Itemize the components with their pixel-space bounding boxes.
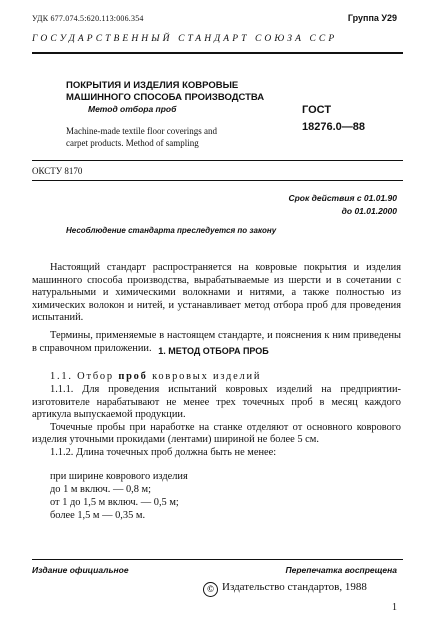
reprint-prohibited: Перепечатка воспрещена: [285, 565, 397, 575]
document-subtitle: Метод отбора проб: [88, 104, 177, 114]
document-title-2: [66, 92, 264, 104]
footer-rule: [32, 559, 403, 560]
intro-paragraph-1: Настоящий стандарт распространяется на ковровые покрытия и изделия машинного способа производства, вырабатываемые из шерсти и в сочетании с натуральными и химическими волокнами и нитями, а также полностью из химических волокон и нитей, и устанавливает метод отбора проб для проведения испытаний.: [32, 262, 401, 324]
subsection-suffix: ковровых изделий: [152, 371, 262, 382]
validity-period: [288, 192, 397, 218]
header-rule: [32, 52, 403, 54]
subsection-heading: [50, 371, 261, 382]
title-line-1: ПОКРЫТИЯ И ИЗДЕЛИЯ КОВРОВЫЕ: [66, 80, 239, 91]
english-title-line-1: Machine-made textile floor coverings and: [66, 126, 217, 136]
length-list: [50, 470, 188, 522]
english-title-line-2: carpet products. Method of sampling: [66, 138, 199, 148]
intro-paragraph-2: Термины, применяемые в настоящем стандарте, и пояснения к ним приведены в справочном приложении.: [32, 329, 401, 354]
subsection-bold: проб: [118, 371, 148, 382]
list-item: до 1 м включ. — 0,8 м;: [50, 484, 152, 495]
title-line-2: МАШИННОГО СПОСОБА ПРОИЗВОДСТВА: [66, 92, 265, 103]
legal-notice: Несоблюдение стандарта преследуется по закону: [66, 226, 277, 235]
list-item: от 1 до 1,5 м включ. — 0,5 м;: [50, 497, 179, 508]
okstu-code: ОКСТУ 8170: [32, 166, 83, 176]
subsection-prefix: 1.1. Отбор: [50, 371, 114, 382]
validity-from: Срок действия с 01.01.90: [288, 193, 397, 203]
copyright: [203, 581, 367, 597]
list-item: при ширине коврового изделия: [50, 471, 188, 482]
intro-section: [32, 262, 401, 355]
section-title: 1. МЕТОД ОТБОРА ПРОБ: [158, 346, 269, 356]
paragraph-1-1-2: 1.1.2. Длина точечных проб должна быть не менее:: [50, 446, 277, 458]
list-item: более 1,5 м — 0,35 м.: [50, 510, 146, 521]
english-title: [66, 125, 217, 149]
document-title: [66, 80, 238, 92]
gost-label: ГОСТ: [302, 104, 332, 116]
udk-code: УДК 677.074.5:620.113:006.354: [32, 14, 144, 23]
group-code: Группа У29: [347, 13, 397, 23]
page-number: 1: [392, 602, 397, 613]
section-body: [32, 384, 401, 460]
copyright-icon: ©: [203, 582, 218, 597]
okstu-rule: [32, 180, 403, 181]
title-rule: [32, 160, 403, 161]
copyright-text: Издательство стандартов, 1988: [222, 581, 367, 593]
official-edition: Издание официальное: [32, 565, 129, 575]
state-standard-heading: ГОСУДАРСТВЕННЫЙ СТАНДАРТ СОЮЗА ССР: [32, 34, 338, 44]
gost-number: 18276.0—88: [302, 121, 365, 133]
validity-to: до 01.01.2000: [341, 206, 397, 216]
paragraph-1-1-1-b: Точечные пробы при наработке на станке отделяют от основного коврового изделия уточными прокидами (лентами) шириной не более 5 см.: [32, 421, 401, 446]
paragraph-1-1-1: 1.1.1. Для проведения испытаний ковровых изделий на предприятии-изготовителе нарабатывают не менее трех точечных проб в месяц каждого артикула выпускаемой продукции.: [32, 384, 401, 421]
